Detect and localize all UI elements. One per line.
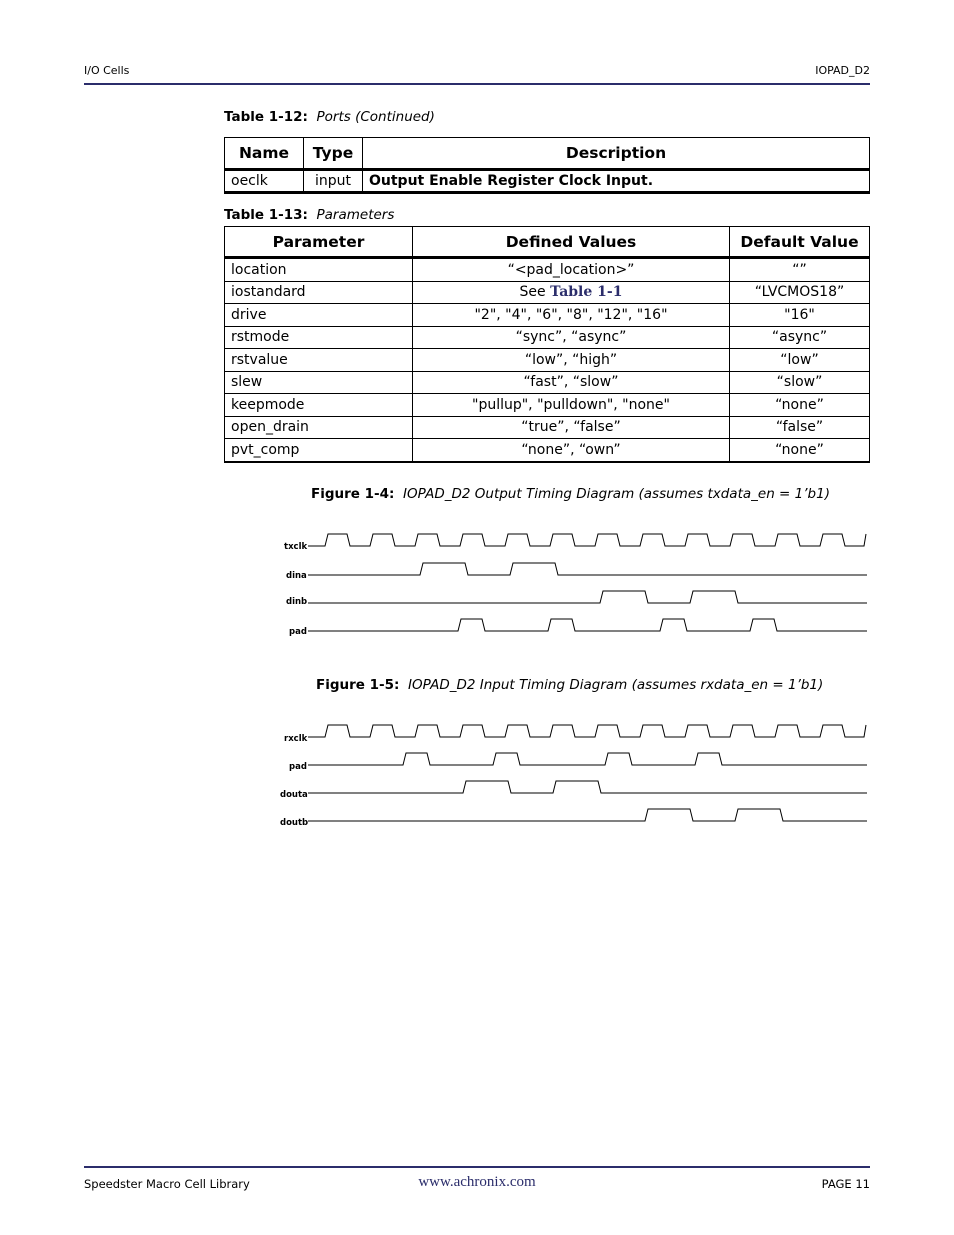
footer-website-link [0,1174,954,1191]
ports-col-type: Type [304,138,363,170]
param-values: “none”, “own” [413,439,730,462]
param-name: iostandard [225,281,413,304]
param-name: keepmode [225,394,413,417]
param-default: “none” [730,394,870,417]
footer-page-number: PAGE 11 [821,1177,870,1191]
signal-label-rxclk: rxclk [284,734,308,744]
param-default: "16" [730,304,870,327]
signal-label-pad: pad [289,762,307,772]
table-row [225,349,870,372]
ports-col-name: Name [225,138,304,170]
douta-waveform [308,781,867,793]
table-row [225,416,870,439]
website-link[interactable]: www.achronix.com [418,1174,536,1190]
header-section-title: I/O Cells [84,64,130,77]
table-row [225,371,870,394]
param-values: “fast”, “slow” [413,371,730,394]
figure-1-4-caption [311,486,830,502]
param-values-prefix: See [519,284,551,301]
signal-label-txclk: txclk [284,542,308,552]
param-default: “none” [730,439,870,462]
rxclk-waveform [308,725,866,737]
dina-waveform [308,563,867,575]
param-default: “async” [730,326,870,349]
port-type: input [304,170,363,193]
params-col-values: Defined Values [413,227,730,258]
table-row [225,281,870,304]
table-row [225,304,870,327]
signal-label-dinb: dinb [286,597,308,607]
table-row [225,326,870,349]
figure-1-5-caption [316,677,823,693]
footer-doc-title: Speedster Macro Cell Library [84,1177,250,1191]
input-timing-diagram [270,715,870,835]
params-caption-title: Parameters [316,207,395,223]
param-default: “LVCMOS18” [730,281,870,304]
port-description: Output Enable Register Clock Input. [363,170,870,193]
ports-caption-title: Ports (Continued) [316,109,435,125]
footer-rule [84,1166,870,1168]
ports-caption-label: Table 1-12: [224,109,308,125]
param-default: “false” [730,416,870,439]
param-values: “sync”, “async” [413,326,730,349]
param-values: “true”, “false” [413,416,730,439]
signal-label-douta: douta [280,790,308,800]
param-default: “slow” [730,371,870,394]
param-default: “” [730,258,870,282]
figure-1-5-label: Figure 1-5: [316,677,400,693]
figure-1-4-label: Figure 1-4: [311,486,395,502]
params-table-caption [224,207,394,223]
signal-label-dina: dina [286,571,307,581]
signal-label-doutb: doutb [280,818,309,828]
ports-table [224,137,870,194]
ports-col-description: Description [363,138,870,170]
table-row [225,170,870,193]
table-1-1-link[interactable]: Table 1-1 [550,284,623,301]
table-row [225,439,870,462]
param-values: “low”, “high” [413,349,730,372]
params-table [224,226,870,463]
ports-table-caption [224,109,435,125]
dinb-waveform [308,591,867,603]
port-name: oeclk [225,170,304,193]
params-col-parameter: Parameter [225,227,413,258]
params-caption-label: Table 1-13: [224,207,308,223]
txclk-waveform [308,534,866,546]
doutb-waveform [308,809,867,821]
param-name: rstvalue [225,349,413,372]
figure-1-5-title: IOPAD_D2 Input Timing Diagram (assumes rxdata_en = 1’b1) [408,677,824,693]
param-values [413,281,730,304]
figure-1-4-title: IOPAD_D2 Output Timing Diagram (assumes txdata_en = 1’b1) [403,486,830,502]
pad-waveform [308,619,867,631]
header-rule [84,83,870,85]
pad-waveform [308,753,867,765]
param-name: pvt_comp [225,439,413,462]
output-timing-diagram [270,525,870,645]
param-values: “<pad_location>” [413,258,730,282]
header-doc-title: IOPAD_D2 [815,64,870,77]
param-values: "2", "4", "6", "8", "12", "16" [413,304,730,327]
param-name: slew [225,371,413,394]
param-name: location [225,258,413,282]
table-row [225,258,870,282]
param-name: drive [225,304,413,327]
param-default: “low” [730,349,870,372]
signal-label-pad: pad [289,627,307,637]
param-name: rstmode [225,326,413,349]
params-col-default: Default Value [730,227,870,258]
param-values: "pullup", "pulldown", "none" [413,394,730,417]
table-row [225,394,870,417]
param-name: open_drain [225,416,413,439]
